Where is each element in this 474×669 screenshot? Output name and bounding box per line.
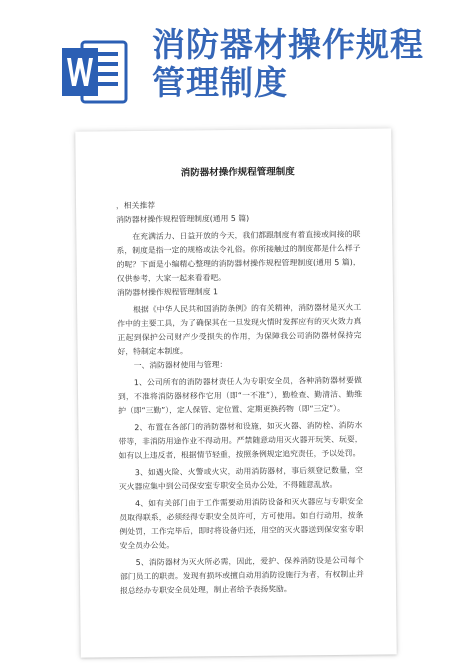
- word-document-icon: [60, 40, 130, 104]
- intro-paragraph: 在充满活力、日益开放的今天，我们都跟制度有着直接或间接的联系，制度是指一定的规格或法令礼俗。你所接触过的制度都是什么样子的呢？下面是小编精心整理的消防器材操作规程管理制度(通用 5 篇)，仅供参考，大家一起来看看吧。: [116, 229, 361, 284]
- document-content: [116, 153, 365, 599]
- list-item-3: 3、如遇火险、火警或火灾，动用消防器材，事后须登记数量，空灭火器应集中到公司保安室专职安全员办公处，不得随意乱放。: [118, 465, 363, 492]
- list-item-5: 5、消防器材为灭火所必需，因此，爱护、保养消防设是公司每个部门员工的职责。发现有损坏或擅自动用消防设施行为者，有权制止并报总经办专职安全员处理，制止者给予表扬奖励。: [119, 555, 364, 596]
- heading-one: 一、消防器材使用与管理：: [133, 360, 228, 371]
- basis-paragraph: 根据《中华人民共和国消防条例》的有关精神，消防器材是灭火工作中的主要工具，为了确保其在一旦发现火情时发挥应有的灭火效力真正起到保护公司财产少受损失的作用，为保障我公司消防器材保持完好，特制定本制度。: [117, 302, 362, 357]
- banner: [0, 0, 474, 110]
- section-title: 消防器材操作规程管理制度 1: [116, 287, 219, 298]
- document-page: [75, 128, 396, 657]
- list-item-2: 2、布置在各部门的消防器材和设施，如灭火器、消防栓、消防水带等，非消防用途作业不得动用。严禁随意动用灭火器开玩笑、玩耍，如有以上违反者，根据情节轻重，按照条例规定追究责任，予以处罚。: [118, 420, 363, 461]
- banner-title-line1: 消防器材操作规程: [152, 25, 424, 64]
- related-heading: ，相关推荐: [115, 200, 156, 211]
- document-title: 消防器材操作规程管理制度: [180, 166, 295, 179]
- list-item-1: 1、公司所有的消防器材责任人为专职安全员，各种消防器材要做到，不准将消防器材移作它用（即“一不准”），勤检查、勤清洁、勤维护（即“三勤”），定人保管、定位置、定期更换药物（即“三定”）。: [117, 375, 363, 416]
- banner-title: [152, 26, 462, 102]
- banner-title-line2: 管理制度: [152, 63, 288, 102]
- related-item-link[interactable]: 消防器材操作规程管理制度(通用 5 篇): [116, 213, 250, 225]
- list-item-4: 4、如有关部门由于工作需要动用消防设备和灭火器应与专职安全员取得联系，必须经得专职安全员许可，方可使用。如自行动用，按条例处罚，工作完毕后，即时将设备归还，用空的灭火器送到保安室专职安全员办公处。: [119, 496, 364, 551]
